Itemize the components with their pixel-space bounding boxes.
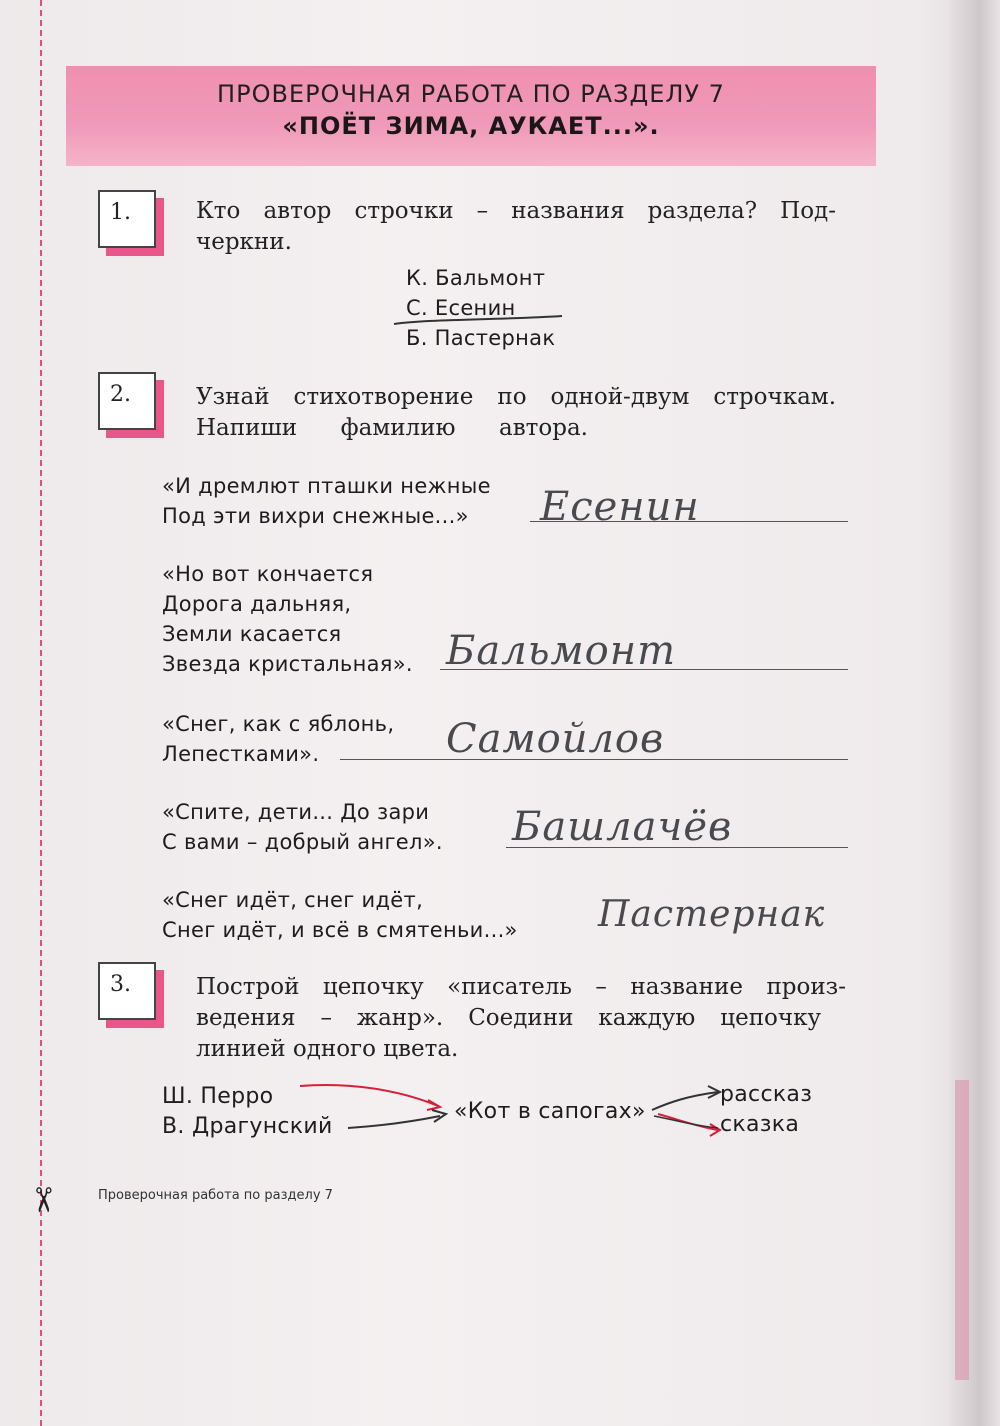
task3-line1: Построй цепочку «писатель – название произ- (196, 974, 846, 1000)
poem5-line2: Снег идёт, и всё в смятеньи...» (162, 918, 518, 942)
task3-number-box (98, 962, 156, 1020)
poem3-line2: Лепестками». (162, 742, 320, 766)
genre-2: сказка (720, 1112, 800, 1137)
header-subtitle: «ПОЁТ ЗИМА, АУКАЕТ...». (282, 112, 660, 140)
poem4-line1: «Спите, дети... До зари (162, 800, 430, 824)
section-header (66, 66, 876, 166)
task1-line2: черкни. (196, 229, 292, 255)
writer-1: Ш. Перро (162, 1084, 274, 1109)
poem5-answer: Пастернак (598, 894, 826, 935)
task2-number: 2. (110, 382, 131, 407)
poem2-line2: Дорога дальняя, (162, 592, 352, 616)
scissors-icon: ✂ (22, 1185, 63, 1215)
task2-line1: Узнай стихотворение по одной-двум строчкам. (196, 384, 836, 410)
poem1-answer: Есенин (540, 484, 700, 530)
page-footer: Проверочная работа по разделу 7 (98, 1188, 333, 1203)
poem2-line3: Земли касается (162, 622, 342, 646)
genre-1: рассказ (720, 1082, 813, 1107)
task1-number-box (98, 190, 156, 248)
poem5-line1: «Снег идёт, снег идёт, (162, 888, 424, 912)
task3-line3: линией одного цвета. (196, 1036, 459, 1062)
header-title: ПРОВЕРОЧНАЯ РАБОТА ПО РАЗДЕЛУ 7 (217, 80, 725, 108)
poem3-answer: Самойлов (446, 716, 665, 762)
task1-number: 1. (110, 200, 131, 225)
page-edge-strip (955, 1080, 969, 1380)
chain-lines (290, 1076, 730, 1146)
work-title: «Кот в сапогах» (454, 1099, 646, 1124)
task2-number-box (98, 372, 156, 430)
poem1-line2: Под эти вихри снежные...» (162, 504, 469, 528)
task1-answer-underline (390, 300, 570, 330)
task2-line2: Напиши фамилию автора. (196, 415, 588, 441)
poem4-answer: Башлачёв (512, 804, 733, 850)
task3-line2: ведения – жанр». Соедини каждую цепочку (196, 1005, 821, 1031)
task3-number: 3. (110, 972, 131, 997)
task1-line1: Кто автор строчки – названия раздела? Под- (196, 198, 836, 224)
poem2-line1: «Но вот кончается (162, 562, 374, 586)
task1-option-3: Б. Пастернак (406, 326, 556, 350)
poem3-line1: «Снег, как с яблонь, (162, 712, 395, 736)
poem2-answer: Бальмонт (446, 628, 677, 674)
poem2-line4: Звезда кристальная». (162, 652, 413, 676)
writer-2: В. Драгунский (162, 1114, 333, 1139)
poem1-line1: «И дремлют пташки нежные (162, 474, 491, 498)
task1-option-2: С. Есенин (406, 296, 516, 320)
task1-option-1: К. Бальмонт (406, 266, 546, 290)
poem4-line2: С вами – добрый ангел». (162, 830, 443, 854)
